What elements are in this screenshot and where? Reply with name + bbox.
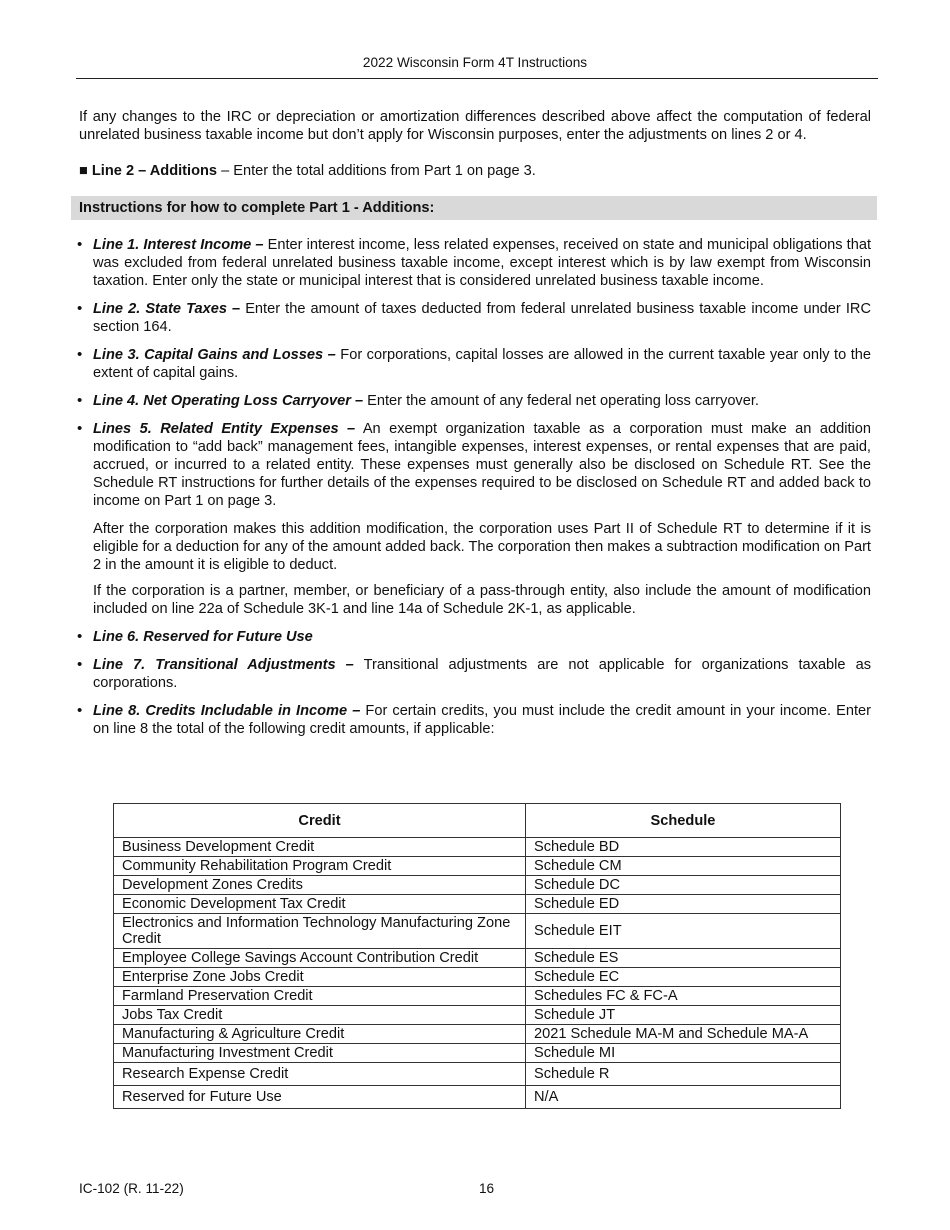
page-header-title: 2022 Wisconsin Form 4T Instructions [362, 55, 588, 70]
schedule-cell: Schedule DC [526, 876, 841, 895]
section-heading-part1-additions: Instructions for how to complete Part 1 - Additions: [71, 196, 877, 220]
footer-page-number: 16 [479, 1181, 495, 1196]
credit-cell: Jobs Tax Credit [114, 1006, 526, 1025]
list-item [79, 420, 871, 618]
table-row [114, 1086, 841, 1109]
page-content [79, 108, 871, 748]
credit-cell: Development Zones Credits [114, 876, 526, 895]
list-item [79, 702, 871, 738]
credit-cell: Manufacturing & Agriculture Credit [114, 1025, 526, 1044]
credit-cell: Community Rehabilitation Program Credit [114, 857, 526, 876]
schedule-cell: Schedules FC & FC-A [526, 987, 841, 1006]
schedule-cell: Schedule EIT [526, 914, 841, 949]
list-item [79, 300, 871, 336]
line2-text: – Enter the total additions from Part 1 on page 3. [217, 163, 536, 179]
item-label: Line 6. Reserved for Future Use [93, 629, 313, 645]
item-text: Enter the amount of taxes deducted from federal unrelated business taxable income under IRC section 164. [93, 301, 871, 335]
table-row [114, 876, 841, 895]
item-label: Lines 5. Related Entity Expenses – [93, 421, 356, 437]
table-row [114, 1006, 841, 1025]
item-label: Line 4. Net Operating Loss Carryover – [93, 393, 364, 409]
schedule-cell: Schedule ES [526, 949, 841, 968]
additions-list [79, 236, 871, 738]
schedule-cell: Schedule MI [526, 1044, 841, 1063]
credit-cell: Electronics and Information Technology Manufacturing Zone Credit [114, 914, 526, 949]
item-text: For certain credits, you must include the credit amount in your income. Enter on line 8 the total of the following credit amounts, if applicable: [93, 703, 871, 737]
schedule-cell: Schedule BD [526, 838, 841, 857]
item-label: Line 7. Transitional Adjustments – [93, 657, 354, 673]
schedule-cell: Schedule CM [526, 857, 841, 876]
schedule-cell: Schedule JT [526, 1006, 841, 1025]
credit-cell: Employee College Savings Account Contribution Credit [114, 949, 526, 968]
credit-cell: Farmland Preservation Credit [114, 987, 526, 1006]
item-label: Line 3. Capital Gains and Losses – [93, 347, 336, 363]
column-header-schedule: Schedule [526, 804, 841, 838]
item-text: Enter the amount of any federal net operating loss carryover. [363, 393, 759, 409]
line2-label: Line 2 – Additions [91, 163, 218, 179]
list-item [79, 628, 871, 646]
item-label: Line 2. State Taxes – [93, 301, 241, 317]
item-subparagraph: After the corporation makes this addition modification, the corporation uses Part II of Schedule RT to determine if it is eligible for a deduction for any of the amount added back. The corporation then makes a subtraction modification on Part 2 in the amount it is eligible to deduct. [93, 521, 871, 573]
item-text: An exempt organization taxable as a corporation must make an addition modification to “add back” management fees, intangible expenses, interest expenses, or rental expenses that are paid, accrued, or incurred to a related entity. These expenses must generally also be disclosed on Schedule RT. See the Schedule RT instructions for further details of the expenses required to be disclosed on Schedule RT and added back to income on Part 1 on page 3. [93, 421, 871, 509]
schedule-cell: Schedule R [526, 1063, 841, 1086]
item-text: For corporations, capital losses are allowed in the current taxable year only to the extent of capital gains. [93, 347, 871, 381]
table-row [114, 857, 841, 876]
schedule-cell: Schedule EC [526, 968, 841, 987]
schedule-cell: N/A [526, 1086, 841, 1109]
table-header-row [114, 804, 841, 838]
list-item [79, 656, 871, 692]
list-item [79, 346, 871, 382]
list-item [79, 236, 871, 290]
credit-cell: Economic Development Tax Credit [114, 895, 526, 914]
item-text: Enter interest income, less related expenses, received on state and municipal obligations that was excluded from federal unrelated business taxable income, except interest which is by law exempt from Wisconsin taxation. Enter only the state or municipal interest that is considered unrelated business taxable income. [93, 237, 871, 289]
credit-cell: Reserved for Future Use [114, 1086, 526, 1109]
credit-cell: Research Expense Credit [114, 1063, 526, 1086]
credit-cell: Enterprise Zone Jobs Credit [114, 968, 526, 987]
table-row [114, 949, 841, 968]
footer-form-id: IC-102 (R. 11-22) [79, 1181, 184, 1196]
item-label: Line 1. Interest Income – [93, 237, 264, 253]
square-bullet-icon: ■ [79, 163, 88, 179]
schedule-cell: Schedule ED [526, 895, 841, 914]
table-row [114, 1044, 841, 1063]
table-row [114, 968, 841, 987]
item-label: Line 8. Credits Includable in Income – [93, 703, 361, 719]
table-row [114, 1063, 841, 1086]
line2-instruction [79, 162, 871, 180]
credits-table [113, 803, 841, 1109]
item-text: Transitional adjustments are not applicable for organizations taxable as corporations. [93, 657, 872, 691]
table-row [114, 838, 841, 857]
credit-cell: Business Development Credit [114, 838, 526, 857]
table-row [114, 987, 841, 1006]
table-row [114, 914, 841, 949]
schedule-cell: 2021 Schedule MA-M and Schedule MA-A [526, 1025, 841, 1044]
credit-cell: Manufacturing Investment Credit [114, 1044, 526, 1063]
table-row [114, 1025, 841, 1044]
item-subparagraph: If the corporation is a partner, member, or beneficiary of a pass-through entity, also include the amount of modification included on line 22a of Schedule 3K-1 and line 14a of Schedule 2K-1, as applicable. [93, 583, 871, 617]
header-divider [76, 78, 878, 79]
list-item [79, 392, 871, 410]
table-row [114, 895, 841, 914]
column-header-credit: Credit [114, 804, 526, 838]
intro-paragraph: If any changes to the IRC or depreciation or amortization differences described above affect the computation of federal unrelated business taxable income but don’t apply for Wisconsin purposes, enter the adjustments on lines 2 or 4. [79, 109, 871, 143]
